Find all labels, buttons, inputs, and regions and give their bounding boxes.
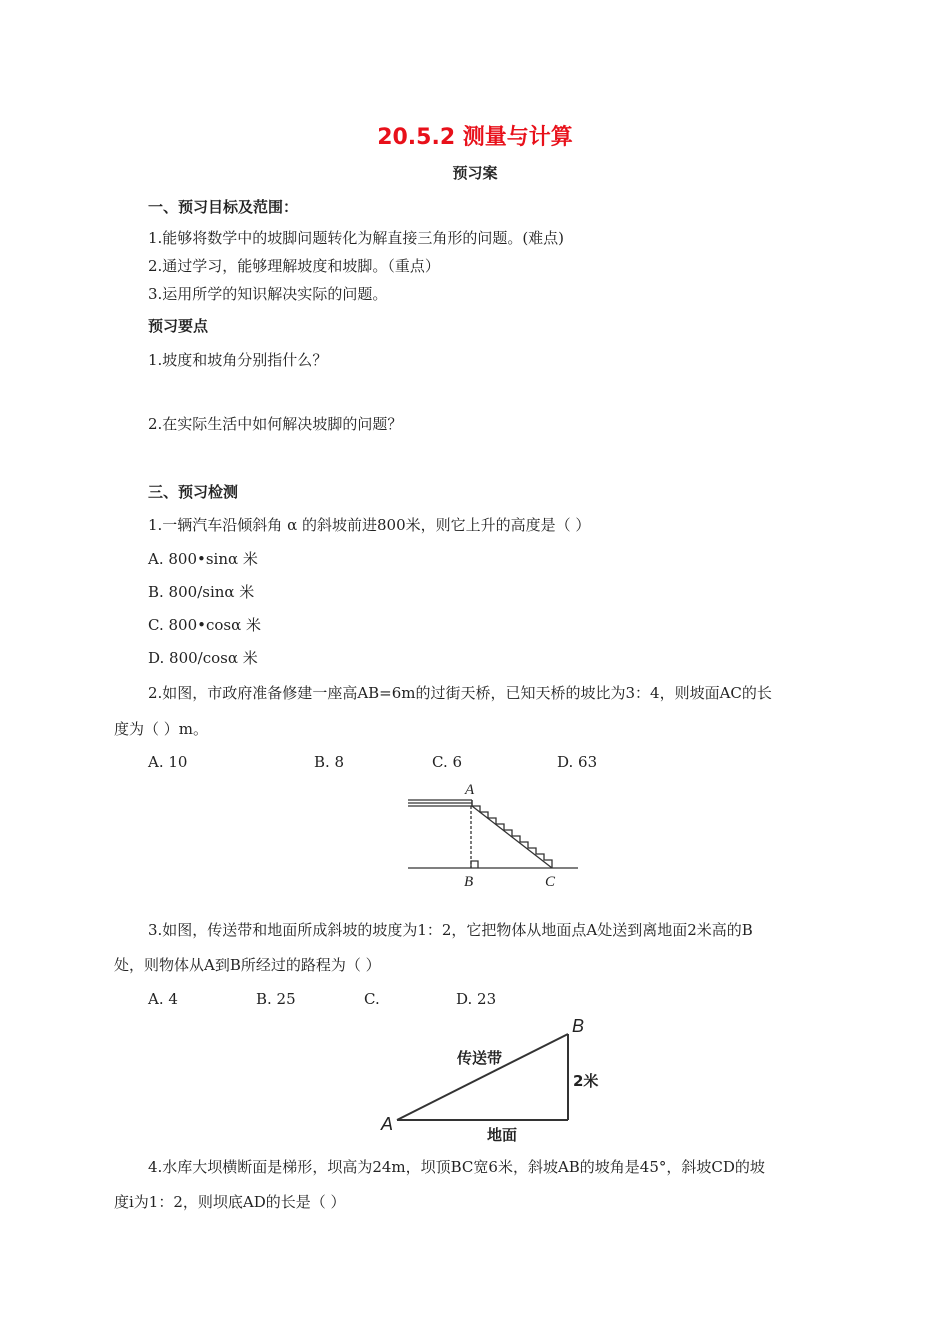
q2-option-b: B. 8: [314, 753, 345, 771]
section1-heading: 一、预习目标及范围：: [148, 198, 299, 216]
q1-option-d: D. 800/cosα 米: [148, 649, 258, 667]
q2-option-d: D. 63: [557, 753, 598, 771]
q1-option-b: B. 800/sinα 米: [148, 583, 255, 601]
q3-stem-line1: 3.如图，传送带和地面所成斜坡的坡度为1：2，它把物体从地面点A处送到离地面2米高的B: [148, 921, 753, 939]
q3-option-a: A. 4: [148, 990, 178, 1008]
label-c: C: [545, 874, 556, 890]
q1-stem: 1.一辆汽车沿倾斜角 α 的斜坡前进800米，则它上升的高度是（ ）: [148, 516, 591, 534]
q2-option-c: C. 6: [432, 753, 463, 771]
keypoint-item-2: 2.在实际生活中如何解决坡脚的问题？: [148, 415, 403, 433]
q2-stem-line2: 度为（ ）m。: [114, 720, 208, 738]
keypoint-item-1: 1.坡度和坡角分别指什么？: [148, 351, 328, 369]
belt-side: [397, 1034, 568, 1120]
objective-item-2: 2.通过学习，能够理解坡度和坡脚。（重点）: [148, 257, 440, 275]
q4-stem-line1: 4.水库大坝横断面是梯形，坝高为24m，坝顶BC宽6米，斜坡AB的坡角是45°，斜坡CD的坡: [148, 1158, 765, 1176]
objective-item-1: 1.能够将数学中的坡脚问题转化为解直接三角形的问题。(难点): [148, 229, 565, 247]
q1-option-c: C. 800•cosα 米: [148, 616, 261, 634]
q3-option-d: D. 23: [456, 990, 497, 1008]
label-a: A: [465, 782, 475, 798]
q3-option-c: C.: [364, 990, 380, 1008]
label-height: 2米: [573, 1072, 599, 1090]
right-angle-mark: [471, 861, 478, 868]
stairs-line: [472, 800, 552, 868]
q2-stem-line1: 2.如图，市政府准备修建一座高AB=6m的过街天桥，已知天桥的坡比为3：4，则坡面AC的长: [148, 684, 772, 702]
objective-item-3: 3.运用所学的知识解决实际的问题。: [148, 285, 388, 303]
page-title: 20.5.2 测量与计算: [377, 125, 573, 150]
q1-option-a: A. 800•sinα 米: [148, 550, 258, 568]
label-belt: 传送带: [457, 1049, 503, 1067]
q4-stem-line2: 度i为1：2，则坝底AD的长是（ ）: [114, 1193, 346, 1211]
slope-ac-line: [472, 806, 552, 868]
section3-heading: 三、预习检测: [148, 483, 239, 501]
page-subtitle: 预习案: [452, 164, 498, 182]
q2-option-a: A. 10: [148, 753, 188, 771]
section2-heading: 预习要点: [148, 317, 209, 335]
conveyor-figure: [375, 1012, 615, 1147]
q3-option-b: B. 25: [256, 990, 296, 1008]
q3-stem-line2: 处，则物体从A到B所经过的路程为（ ）: [114, 956, 381, 974]
label-b: B: [572, 1016, 585, 1036]
overpass-figure: [400, 778, 585, 893]
label-b: B: [464, 874, 474, 890]
label-a: A: [381, 1114, 394, 1134]
label-ground: 地面: [487, 1126, 518, 1144]
